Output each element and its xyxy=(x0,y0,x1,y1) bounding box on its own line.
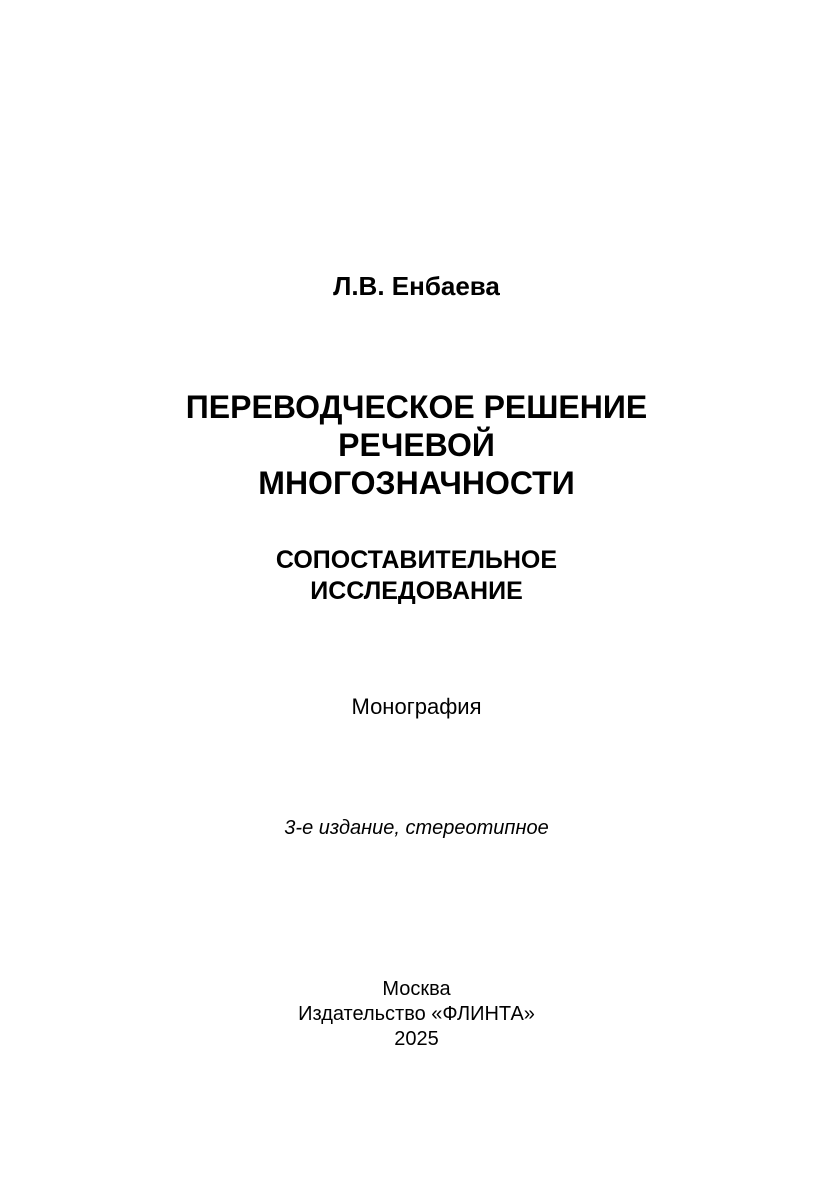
imprint-city: Москва xyxy=(382,978,451,1000)
edition-note: 3-е издание, стереотипное xyxy=(284,817,549,839)
book-subtitle-line-1: СОПОСТАВИТЕЛЬНОЕ xyxy=(275,546,558,574)
book-title-line-3: МНОГОЗНАЧНОСТИ xyxy=(258,465,575,501)
book-title-line-2: РЕЧЕВОЙ xyxy=(338,427,495,463)
imprint-year: 2025 xyxy=(394,1028,439,1050)
imprint xyxy=(0,977,833,1052)
book-genre: Монография xyxy=(351,694,482,719)
imprint-publisher: Издательство «ФЛИНТА» xyxy=(298,1003,535,1025)
book-title xyxy=(0,388,833,502)
book-subtitle xyxy=(0,545,833,607)
book-title-line-1: ПЕРЕВОДЧЕСКОЕ РЕШЕНИЕ xyxy=(185,389,648,425)
book-subtitle-line-2: ИССЛЕДОВАНИЕ xyxy=(310,577,523,605)
author-name: Л.В. Енбаева xyxy=(333,271,500,301)
